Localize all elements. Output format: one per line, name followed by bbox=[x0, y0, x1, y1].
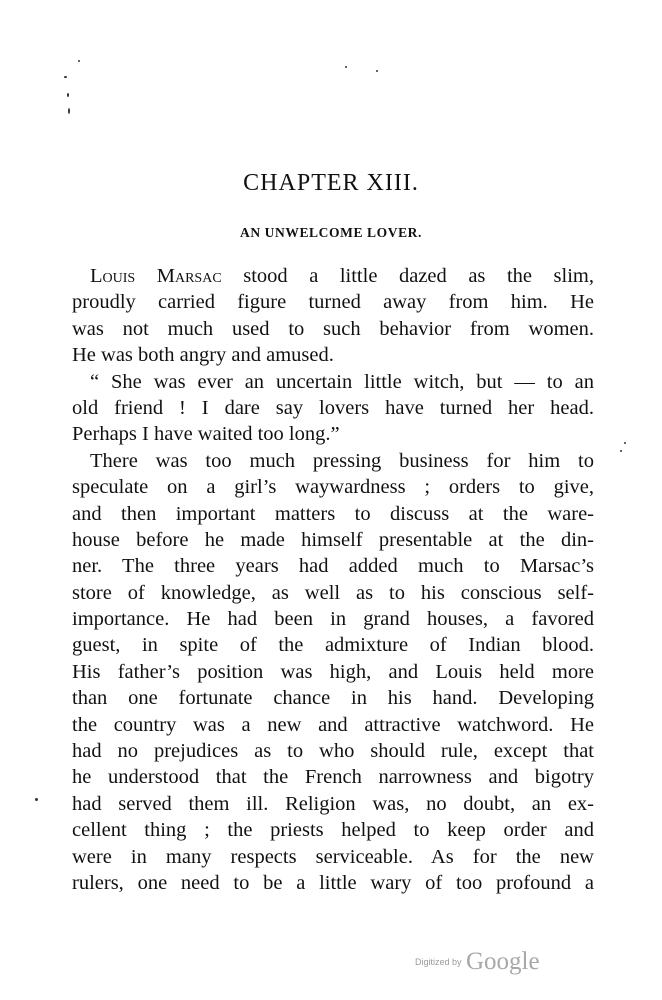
text-line: ner. The three years had added much to Marsac’s bbox=[72, 555, 594, 578]
chapter-body bbox=[72, 263, 594, 896]
scan-speck bbox=[620, 450, 622, 452]
text-line: Louis Marsac stood a little dazed as the slim, bbox=[90, 265, 594, 287]
text-line: and then important matters to discuss at the ware- bbox=[72, 502, 594, 525]
text-line: proudly carried figure turned away from him. He bbox=[72, 291, 594, 314]
text-line: the country was a new and attractive watchword. He bbox=[72, 713, 594, 736]
text-line: cellent thing ; the priests helped to keep order and bbox=[72, 819, 594, 842]
text-line: he understood that the French narrowness and bigotry bbox=[72, 766, 594, 789]
text-line: was not much used to such behavior from women. bbox=[72, 317, 594, 340]
scan-speck bbox=[64, 76, 67, 78]
scan-speck bbox=[68, 108, 70, 114]
digitized-watermark bbox=[415, 948, 540, 976]
paragraph bbox=[72, 369, 594, 448]
text-line: than one fortunate chance in his hand. Developing bbox=[72, 687, 594, 710]
text-line: house before he made himself presentable at the din- bbox=[72, 528, 594, 551]
scan-speck bbox=[67, 93, 69, 97]
text-line: had no prejudices as to who should rule, except that bbox=[72, 740, 594, 763]
paragraph bbox=[72, 263, 594, 369]
text-line: were in many respects serviceable. As for the new bbox=[72, 845, 594, 868]
chapter-subtitle: AN UNWELCOME LOVER. bbox=[239, 225, 423, 240]
google-logo: Google bbox=[465, 948, 540, 975]
scan-speck bbox=[78, 60, 80, 62]
text-line: His father’s position was high, and Louis held more bbox=[72, 660, 594, 683]
text-line: guest, in spite of the admixture of Indian blood. bbox=[72, 634, 594, 657]
scan-speck bbox=[345, 66, 347, 68]
scan-speck bbox=[35, 798, 38, 801]
scan-speck bbox=[376, 70, 378, 72]
text-line: Perhaps I have waited too long.” bbox=[72, 423, 340, 446]
opening-name: Louis Marsac bbox=[90, 265, 222, 287]
text-line: “ She was ever an uncertain little witch, but — to an bbox=[90, 370, 594, 393]
text-line: old friend ! I dare say lovers have turned her head. bbox=[72, 396, 594, 419]
text-line: had served them ill. Religion was, no doubt, an ex- bbox=[72, 792, 594, 815]
text-line: He was both angry and amused. bbox=[72, 344, 334, 367]
text-line: importance. He had been in grand houses, a favored bbox=[72, 608, 594, 631]
text-line: store of knowledge, as well as to his conscious self- bbox=[72, 581, 594, 604]
text-line: speculate on a girl’s waywardness ; orders to give, bbox=[72, 476, 594, 499]
text-line: There was too much pressing business for him to bbox=[90, 449, 594, 472]
watermark-prefix: Digitized by bbox=[415, 957, 462, 967]
text-line: rulers, one need to be a little wary of too profound a bbox=[72, 871, 594, 894]
scan-speck bbox=[624, 442, 626, 444]
paragraph bbox=[72, 448, 594, 897]
chapter-heading: CHAPTER XIII. bbox=[243, 170, 419, 196]
